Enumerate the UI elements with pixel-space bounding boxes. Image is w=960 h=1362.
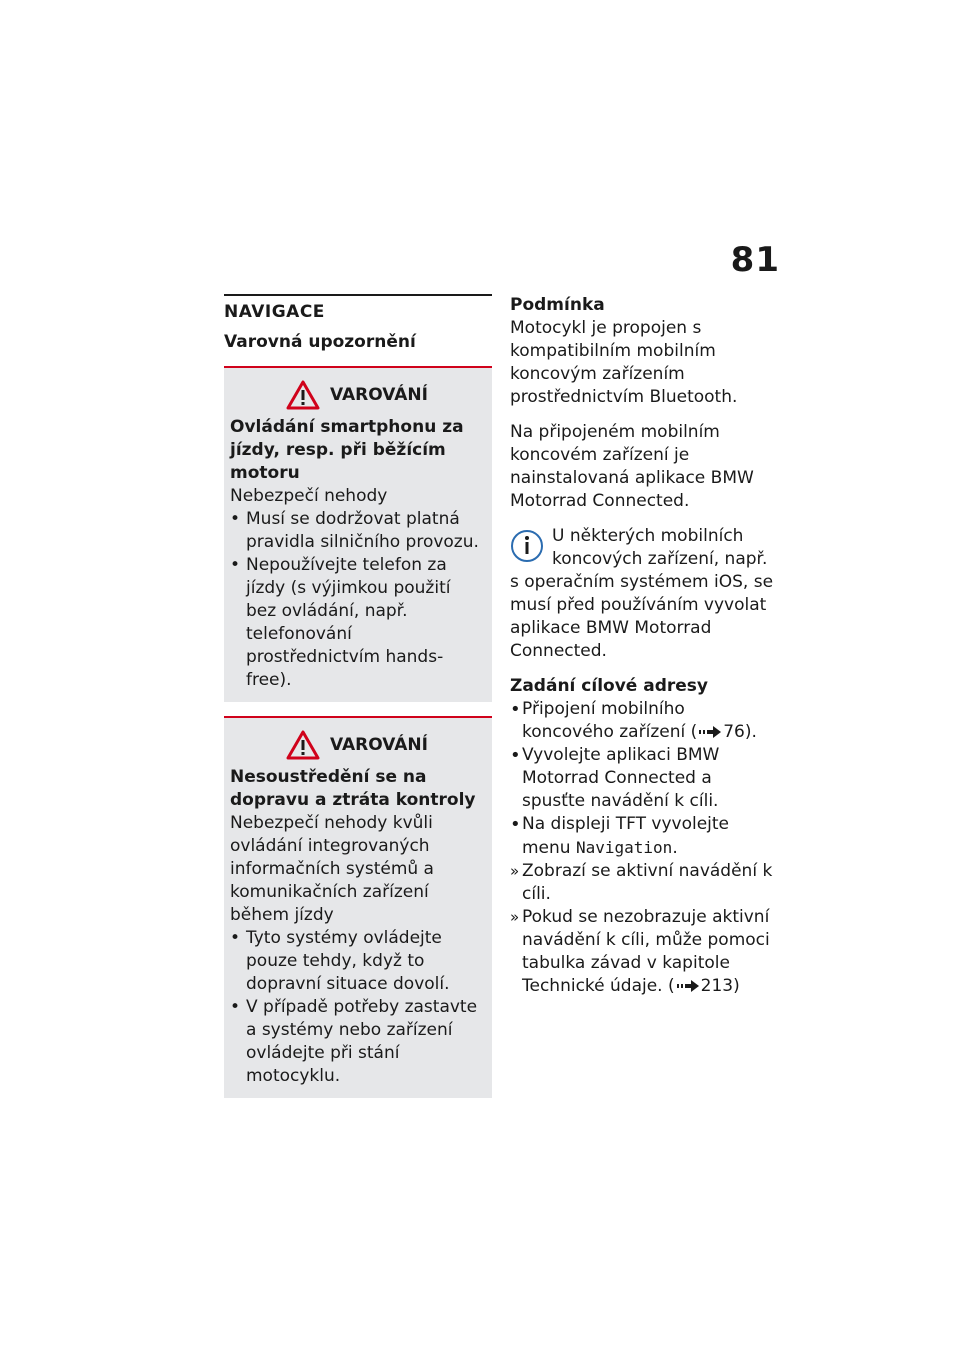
list-item [510, 698, 780, 744]
info-note [510, 525, 780, 663]
warning-label: VAROVÁNÍ [330, 385, 428, 405]
warning-title: Nesoustředění se na dopravu a ztráta kontroly [230, 767, 476, 810]
section-rule [224, 294, 492, 296]
list-item: • Vyvolejte aplikaci BMW Motorrad Connected a spusťte navádění k cíli. [510, 744, 780, 813]
warning-text: Nebezpečí nehody kvůli ovládání integrovaných informačních systémů a komunikačních zařízení během jízdy [230, 813, 434, 925]
step-text-end: . [672, 838, 678, 858]
warning-header [230, 730, 484, 760]
destination-heading: Zadání cílové adresy [510, 676, 708, 696]
page-reference-arrow-icon [699, 726, 721, 738]
warning-text: Nebezpečí nehody [230, 486, 388, 506]
list-item: • Tyto systémy ovládejte pouze tehdy, když to dopravní situace dovolí. [230, 927, 484, 996]
step-text: Připojení mobilního koncového zařízení ( [522, 699, 698, 742]
page-number: 81 [730, 240, 780, 280]
warning-header [230, 380, 484, 410]
result-item: » Zobrazí se aktivní navádění k cíli. [510, 860, 780, 906]
instruction-steps [510, 698, 780, 998]
info-text-rest: s operačním systémem iOS, se musí před používáním vyvolat aplikace BMW Motorrad Connected. [510, 572, 774, 661]
step-text-end: ) [733, 976, 740, 996]
list-item: • Nepoužívejte telefon za jízdy (s výjimkou použití bez ovládání, např. telefonování prostřednictvím hands-free). [230, 554, 484, 692]
warning-label: VAROVÁNÍ [330, 735, 428, 755]
step-text-end: ). [744, 722, 757, 742]
result-item [510, 906, 780, 998]
info-icon [510, 525, 544, 563]
right-column [510, 294, 780, 998]
condition-heading: Podmínka [510, 295, 605, 315]
menu-name: Navigation [575, 838, 673, 857]
page-reference-arrow-icon [677, 980, 699, 992]
warning-box-1 [224, 368, 492, 702]
warning-title: Ovládání smartphonu za jízdy, resp. při běžícím motoru [230, 417, 464, 483]
list-item: • Musí se dodržovat platná pravidla silničního provozu. [230, 508, 484, 554]
condition-paragraph-2: Na připojeném mobilním koncovém zařízení je nainstalovaná aplikace BMW Motorrad Connected. [510, 422, 754, 511]
list-item: • V případě potřeby zastavte a systémy nebo zařízení ovládejte při stání motocyklu. [230, 996, 484, 1088]
warning-box-2 [224, 718, 492, 1098]
info-text-first: U některých mobilních koncových zařízení, např. [552, 526, 768, 569]
warning-triangle-icon [286, 380, 320, 410]
step-text: Na displeji TFT vyvolejte menu [522, 814, 729, 858]
warning-bullets [230, 508, 484, 692]
warning-bullets [230, 927, 484, 1088]
list-item [510, 813, 780, 860]
warning-triangle-icon [286, 730, 320, 760]
step-text: Pokud se nezobrazuje aktivní navádění k cíli, může pomoci tabulka závad v kapitole Technické údaje. ( [522, 907, 770, 996]
page-reference[interactable]: 213 [700, 976, 734, 996]
condition-paragraph-1: Motocykl je propojen s kompatibilním mobilním koncovým zařízením prostřednictvím Bluetooth. [510, 318, 738, 407]
subsection-title: Varovná upozornění [224, 332, 416, 352]
section-title: NAVIGACE [224, 302, 325, 322]
left-column [224, 294, 492, 1098]
page-reference[interactable]: 76 [723, 722, 745, 742]
